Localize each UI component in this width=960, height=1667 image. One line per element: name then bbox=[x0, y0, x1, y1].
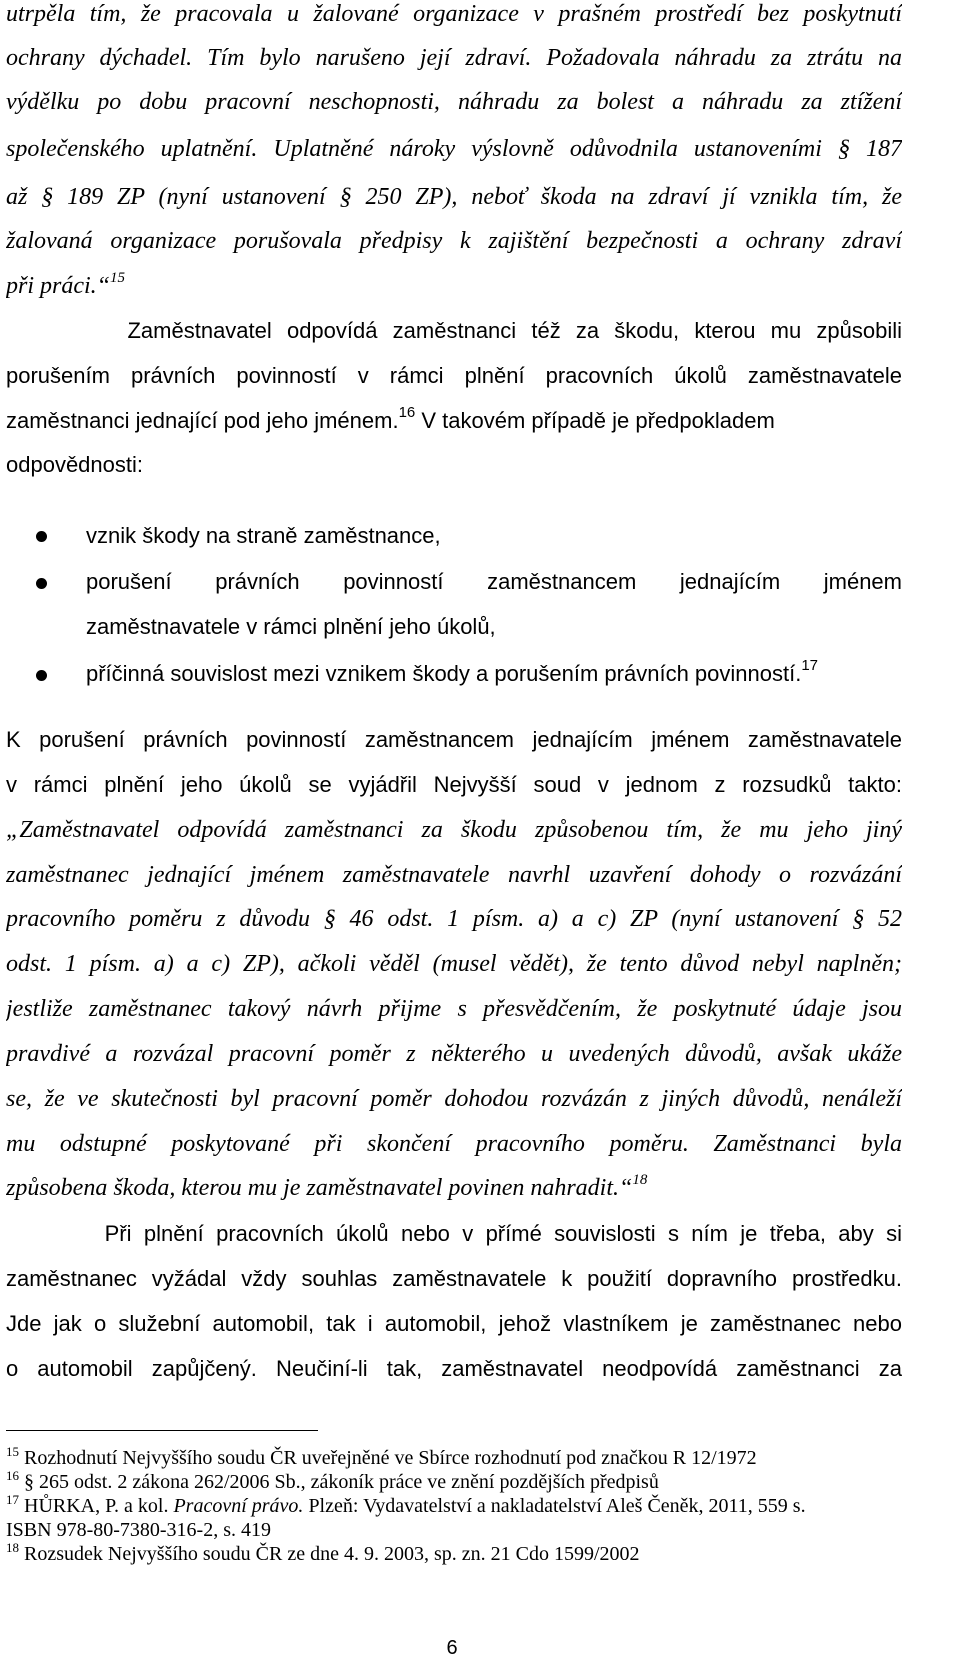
footnote-number: 18 bbox=[6, 1540, 19, 1555]
list-item-continuation: zaměstnavatele v rámci plnění jeho úkolů, bbox=[86, 614, 496, 639]
footnote: $^{18}$ Rozsudek Nejvyššího soudu ČR ze dne 4. 9. 2003, sp. zn. 21 Cdo 1599/2002 bbox=[6, 1540, 640, 1565]
body-line: „Zaměstnavatel odpovídá zaměstnanci za škodu způsobenou tím, že mu jeho jiný bbox=[6, 817, 902, 843]
bullet-marker bbox=[36, 531, 47, 542]
body-line: odst. 1 písm. a) a c) ZP), ačkoli věděl (musel vědět), že tento důvod nebyl naplněn; bbox=[6, 951, 902, 977]
list-item: vznik škody na straně zaměstnance, bbox=[86, 523, 441, 548]
body-line: zaměstnanec jednající jménem zaměstnavatele navrhl uzavření dohody o rozvázání bbox=[6, 862, 902, 888]
footnote-ref: 18 bbox=[632, 1172, 648, 1188]
footnote-number: 17 bbox=[6, 1492, 19, 1507]
body-line: o automobil zapůjčený. Neučiní-li tak, zaměstnavatel neodpovídá zaměstnanci za bbox=[6, 1356, 902, 1381]
bullet-marker bbox=[36, 670, 47, 681]
body-line: žalovaná organizace porušovala předpisy k zajištění bezpečnosti a ochrany zdraví bbox=[6, 228, 902, 254]
body-line: až § 189 ZP (nyní ustanovení § 250 ZP), neboť škoda na zdraví jí vznikla tím, že bbox=[6, 184, 902, 210]
body-line: Při plnění pracovních úkolů nebo v přímé souvislosti s ním je třeba, aby si bbox=[6, 1221, 902, 1246]
page-number: 6 bbox=[446, 1637, 458, 1659]
footnote-separator bbox=[6, 1430, 318, 1431]
bullet-marker bbox=[36, 578, 47, 589]
list-item: porušení právních povinností zaměstnancem jednajícím jménem bbox=[86, 569, 902, 594]
footnote-continuation: ISBN 978-80-7380-316-2, s. 419 bbox=[6, 1519, 271, 1541]
footnote-ref: 17 bbox=[801, 657, 819, 674]
body-line: výdělku po dobu pracovní neschopnosti, náhradu za bolest a náhradu za ztížení bbox=[6, 89, 902, 115]
body-line: v rámci plnění jeho úkolů se vyjádřil Nejvyšší soud v jednom z rozsudků takto: bbox=[6, 772, 902, 797]
body-line: Zaměstnavatel odpovídá zaměstnanci též za škodu, kterou mu způsobili bbox=[6, 318, 902, 343]
body-line: způsobena škoda, kterou mu je zaměstnavatel povinen nahradit.“$^{18}$ bbox=[6, 1172, 648, 1201]
footnote-italic-title: Pracovní právo. bbox=[173, 1495, 304, 1517]
body-line: společenského uplatnění. Uplatněné nároky výslovně odůvodnila ustanoveními § 187 bbox=[6, 136, 902, 162]
footnote: $^{17}$ HŮRKA, P. a kol. Pracovní právo. Plzeň: Vydavatelství a nakladatelství Aleš Čeněk, 2011, 559 s. bbox=[6, 1492, 806, 1517]
footnote-ref: 15 bbox=[110, 270, 126, 286]
body-line: ochrany dýchadel. Tím bylo narušeno její zdraví. Požadovala náhradu za ztrátu na bbox=[6, 45, 902, 71]
body-line: utrpěla tím, že pracovala u žalované organizace v prašném prostředí bez poskytnutí bbox=[6, 1, 902, 27]
body-line: odpovědnosti: bbox=[6, 452, 143, 477]
footnote-number: 16 bbox=[6, 1468, 19, 1483]
body-line: se, že ve skutečnosti byl pracovní poměr dohodou rozvázán z jiných důvodů, nenáleží bbox=[6, 1086, 902, 1112]
list-item: příčinná souvislost mezi vznikem škody a porušením právních povinností.$^{17}$ bbox=[86, 657, 819, 686]
body-line: porušením právních povinností v rámci plnění pracovních úkolů zaměstnavatele bbox=[6, 363, 902, 388]
body-line: jestliže zaměstnanec takový návrh přijme s přesvědčením, že poskytnuté údaje jsou bbox=[6, 996, 902, 1022]
footnote: $^{16}$ § 265 odst. 2 zákona 262/2006 Sb., zákoník práce ve znění pozdějších předpisů bbox=[6, 1468, 659, 1493]
body-line: zaměstnanci jednající pod jeho jménem.$^{16}$ V takovém případě je předpokladem bbox=[6, 404, 775, 433]
body-line: mu odstupné poskytované při skončení pracovního poměru. Zaměstnanci byla bbox=[6, 1131, 902, 1157]
body-line: Jde jak o služební automobil, tak i automobil, jehož vlastníkem je zaměstnanec nebo bbox=[6, 1311, 902, 1336]
footnote-number: 15 bbox=[6, 1444, 19, 1459]
body-line: pracovního poměru z důvodu § 46 odst. 1 písm. a) a c) ZP (nyní ustanovení § 52 bbox=[6, 906, 902, 932]
body-line: při práci.“$^{15}$ bbox=[6, 270, 126, 299]
body-line: pravdivé a rozvázal pracovní poměr z některého u uvedených důvodů, avšak ukáže bbox=[6, 1041, 902, 1067]
footnote-ref: 16 bbox=[398, 404, 416, 421]
body-line: zaměstnanec vyžádal vždy souhlas zaměstnavatele k použití dopravního prostředku. bbox=[6, 1266, 902, 1291]
body-line: K porušení právních povinností zaměstnancem jednajícím jménem zaměstnavatele bbox=[6, 727, 902, 752]
footnote: $^{15}$ Rozhodnutí Nejvyššího soudu ČR uveřejněné ve Sbírce rozhodnutí pod značkou R 12/1972 bbox=[6, 1444, 757, 1469]
